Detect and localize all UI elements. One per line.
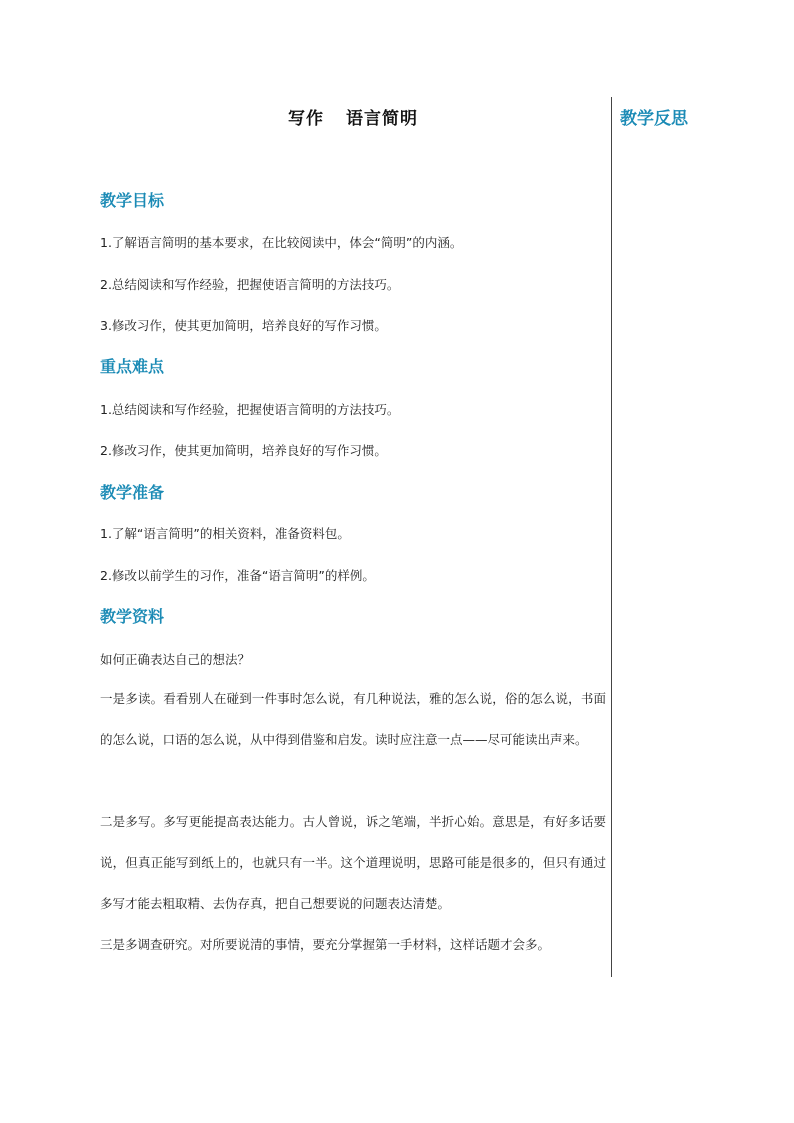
goal-item: 1.了解语言简明的基本要求，在比较阅读中，体会“简明”的内涵。 xyxy=(100,235,463,250)
title-part2: 语言简明 xyxy=(346,109,418,129)
preparation-item: 2.修改以前学生的习作，准备“语言简明”的样例。 xyxy=(100,568,375,583)
title-part1: 写作 xyxy=(288,109,324,129)
goal-item: 2.总结阅读和写作经验，把握使语言简明的方法技巧。 xyxy=(100,277,400,292)
materials-heading: 教学资料 xyxy=(100,607,165,626)
materials-question: 如何正确表达自己的想法？ xyxy=(100,652,251,667)
goals-heading: 教学目标 xyxy=(100,191,165,210)
preparation-heading: 教学准备 xyxy=(100,483,165,502)
preparation-item: 1.了解“语言简明”的相关资料，准备资料包。 xyxy=(100,526,350,541)
key-point-item: 1.总结阅读和写作经验，把握使语言简明的方法技巧。 xyxy=(100,402,400,417)
key-points-heading: 重点难点 xyxy=(100,357,165,376)
materials-paragraph: 一是多读。看看别人在碰到一件事时怎么说，有几种说法，雅的怎么说，俗的怎么说，书面的怎么说，口语的怎么说，从中得到借鉴和启发。读时应注意一点——尽可能读出声来。 xyxy=(100,691,606,747)
materials-paragraph: 三是多调查研究。对所要说清的事情，要充分掌握第一手材料，这样话题才会多。 xyxy=(100,937,551,952)
document-title xyxy=(100,104,606,129)
goal-item: 3.修改习作，使其更加简明，培养良好的写作习惯。 xyxy=(100,318,387,333)
key-point-item: 2.修改习作，使其更加简明，培养良好的写作习惯。 xyxy=(100,443,387,458)
column-divider xyxy=(611,97,612,977)
materials-paragraph: 二是多写。多写更能提高表达能力。古人曾说，诉之笔端，半折心始。意思是，有好多话要说，但真正能写到纸上的，也就只有一半。这个道理说明，思路可能是很多的，但只有通过多写才能去粗取精、去伪存真，把自己想要说的问题表达清楚。 xyxy=(100,814,606,911)
reflection-heading: 教学反思 xyxy=(620,109,688,129)
